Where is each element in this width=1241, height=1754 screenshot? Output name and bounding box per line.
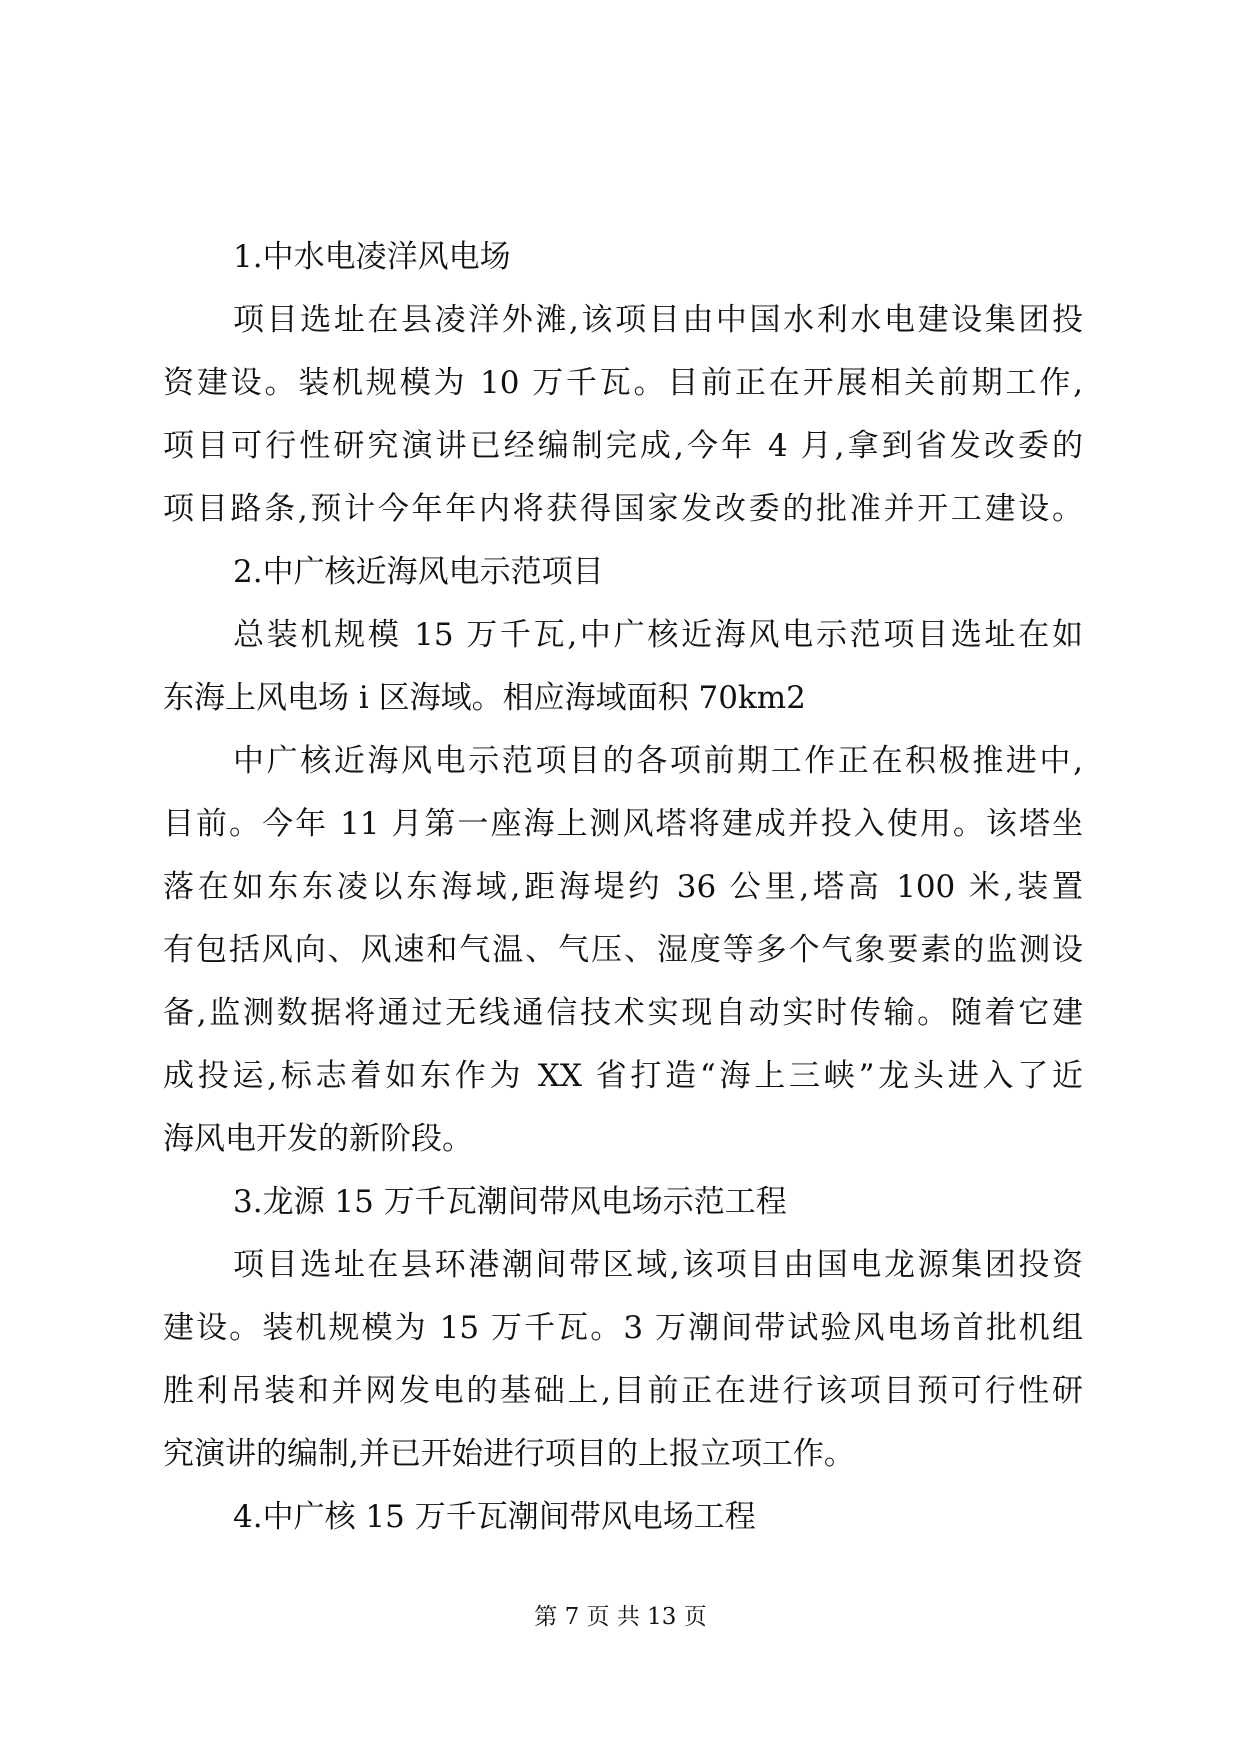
paragraph-line: 海风电开发的新阶段。 xyxy=(163,1121,473,1157)
paragraph-line: 资建设。装机规模为 10 万千瓦。目前正在开展相关前期工作, xyxy=(163,365,1083,401)
paragraph-line: 成投运,标志着如东作为 XX 省打造“海上三峡”龙头进入了近 xyxy=(163,1058,1083,1094)
heading-item-4: 4.中广核 15 万千瓦潮间带风电场工程 xyxy=(233,1499,756,1535)
heading-item-3: 3.龙源 15 万千瓦潮间带风电场示范工程 xyxy=(233,1184,787,1220)
paragraph-line: 有包括风向、风速和气温、气压、湿度等多个气象要素的监测设 xyxy=(163,932,1083,968)
paragraph-line: 中广核近海风电示范项目的各项前期工作正在积极推进中, xyxy=(233,743,1083,779)
heading-item-1: 1.中水电凌洋风电场 xyxy=(233,239,511,275)
document-body xyxy=(163,226,1083,1549)
paragraph-line: 究演讲的编制,并已开始进行项目的上报立项工作。 xyxy=(163,1436,855,1472)
paragraph-line: 项目选址在县环港潮间带区域,该项目由国电龙源集团投资 xyxy=(233,1247,1083,1283)
paragraph-line: 胜利吊装和并网发电的基础上,目前正在进行该项目预可行性研 xyxy=(163,1373,1083,1409)
paragraph-line: 总装机规模 15 万千瓦,中广核近海风电示范项目选址在如 xyxy=(233,617,1083,653)
paragraph-line: 建设。装机规模为 15 万千瓦。3 万潮间带试验风电场首批机组 xyxy=(163,1310,1083,1346)
paragraph-line: 备,监测数据将通过无线通信技术实现自动实时传输。随着它建 xyxy=(163,995,1083,1031)
heading-item-2: 2.中广核近海风电示范项目 xyxy=(233,554,604,590)
page-footer: 第 7 页 共 13 页 xyxy=(534,1604,707,1630)
paragraph-line: 项目选址在县凌洋外滩,该项目由中国水利水电建设集团投 xyxy=(233,302,1083,338)
paragraph-line: 东海上风电场 i 区海域。相应海域面积 70km2 xyxy=(163,680,806,716)
paragraph-line: 目前。今年 11 月第一座海上测风塔将建成并投入使用。该塔坐 xyxy=(163,806,1083,842)
paragraph-line: 项目可行性研究演讲已经编制完成,今年 4 月,拿到省发改委的 xyxy=(163,428,1083,464)
paragraph-line: 落在如东东凌以东海域,距海堤约 36 公里,塔高 100 米,装置 xyxy=(163,869,1083,905)
paragraph-line: 项目路条,预计今年年内将获得国家发改委的批准并开工建设。 xyxy=(163,491,1083,527)
